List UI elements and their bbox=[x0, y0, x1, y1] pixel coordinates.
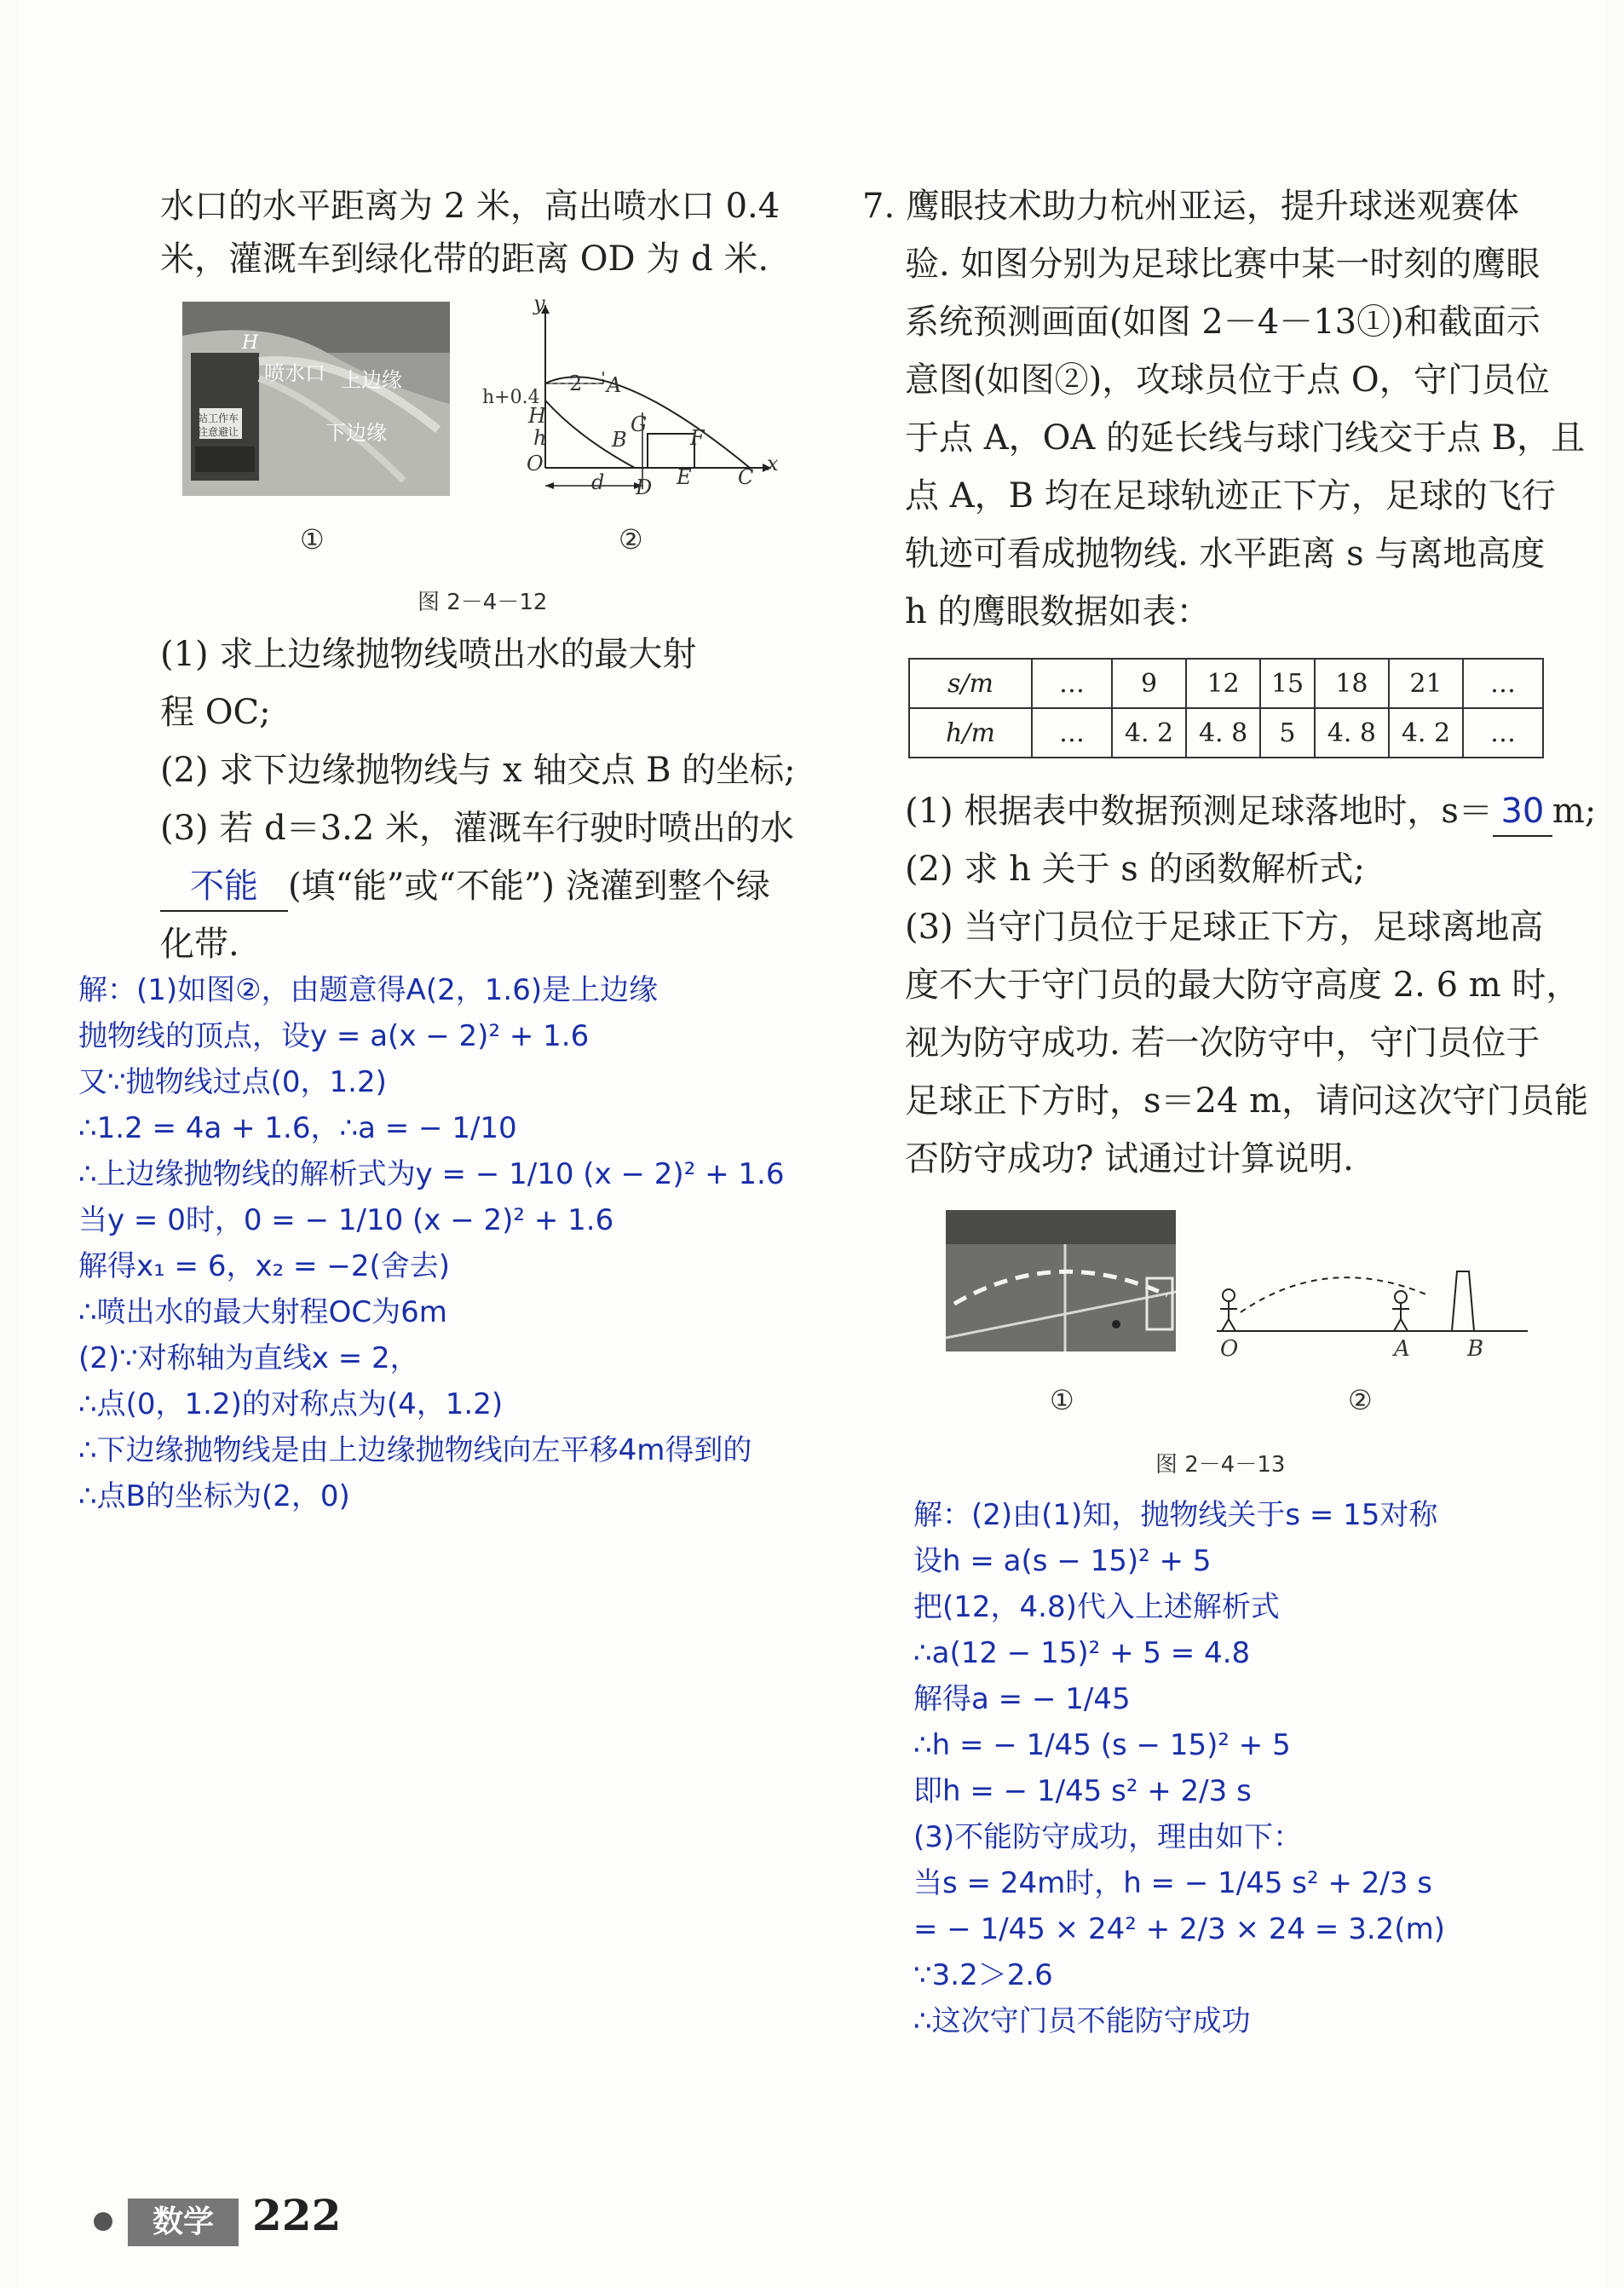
label-d: d bbox=[591, 470, 605, 494]
left-solution-11: ∴点B的坐标为(2，0) bbox=[78, 1479, 350, 1513]
table-row bbox=[909, 708, 1543, 758]
label-D: D bbox=[636, 475, 653, 499]
right-solution-0: 解：(2)由(1)知，抛物线关于s = 15对称 bbox=[913, 1498, 1438, 1532]
table-cell: … bbox=[1463, 659, 1543, 708]
table-cell: 5 bbox=[1260, 708, 1315, 758]
r-question-2: (2) 求 h 关于 s 的函数解析式; bbox=[905, 850, 1365, 889]
page-number: 222 bbox=[252, 2190, 342, 2240]
label-O: O bbox=[527, 452, 544, 475]
intro-line-1: 水口的水平距离为 2 米，高出喷水口 0.4 bbox=[160, 187, 780, 226]
question-3a: (3) 若 d＝3.2 米，灌溉车行驶时喷出的水 bbox=[160, 809, 795, 848]
question-1a: (1) 求上边缘抛物线喷出水的最大射 bbox=[160, 635, 697, 674]
problem-line-6: 轨迹可看成抛物线. 水平距离 s 与离地高度 bbox=[905, 534, 1546, 573]
problem-line-2: 系统预测画面(如图 2－4－13①)和截面示 bbox=[905, 303, 1540, 342]
left-solution-10: ∴下边缘抛物线是由上边缘抛物线向左平移4m得到的 bbox=[78, 1433, 752, 1467]
footer-bullet-icon bbox=[94, 2212, 112, 2231]
right-solution-3: ∴a(12 − 15)² + 5 = 4.8 bbox=[913, 1636, 1251, 1670]
hawkeye-photo bbox=[946, 1210, 1176, 1351]
problem-line-5: 点 A，B 均在足球轨迹正下方，足球的飞行 bbox=[905, 476, 1556, 516]
label-h: h bbox=[533, 426, 547, 450]
table-cell: 18 bbox=[1315, 659, 1389, 708]
fig1-sub-1: ① bbox=[300, 523, 325, 556]
r-question-3d: 足球正下方时，s＝24 m，请问这次守门员能 bbox=[905, 1081, 1589, 1121]
photo-sign-2: 注意避让 bbox=[198, 426, 239, 438]
photo-sign-1: 站工作车 bbox=[198, 412, 239, 424]
right-solution-2: 把(12，4.8)代入上述解析式 bbox=[913, 1590, 1280, 1624]
right-solution-8: 当s = 24m时，h = − 1/45 s² + 2/3 s bbox=[913, 1866, 1432, 1900]
right-solution-5: ∴h = − 1/45 (s − 15)² + 5 bbox=[913, 1728, 1291, 1762]
table-cell: 4. 2 bbox=[1389, 708, 1463, 758]
table-cell: 21 bbox=[1389, 659, 1463, 708]
left-solution-3: ∴1.2 = 4a + 1.6，∴a = − 1/10 bbox=[78, 1111, 517, 1145]
right-solution-4: 解得a = − 1/45 bbox=[913, 1682, 1131, 1716]
problem-line-4: 于点 A，OA 的延长线与球门线交于点 B，且 bbox=[905, 418, 1586, 458]
table-cell: … bbox=[1032, 659, 1112, 708]
right-solution-10: ∵3.2＞2.6 bbox=[913, 1958, 1053, 1992]
table-row bbox=[909, 659, 1543, 708]
left-solution-8: (2)∵对称轴为直线x = 2， bbox=[78, 1341, 419, 1375]
problem-line-7: h 的鹰眼数据如表： bbox=[905, 592, 1211, 631]
fig2-sub-1: ① bbox=[1050, 1384, 1074, 1416]
hawkeye-photo-art bbox=[946, 1210, 1176, 1351]
table-cell: 4. 8 bbox=[1186, 708, 1260, 758]
table-cell: 4. 8 bbox=[1315, 708, 1389, 758]
label-A2: A bbox=[1394, 1336, 1410, 1362]
r-question-3b: 度不大于守门员的最大防守高度 2. 6 m 时， bbox=[905, 965, 1581, 1005]
right-solution-6: 即h = − 1/45 s² + 2/3 s bbox=[913, 1774, 1252, 1808]
r-question-3c: 视为防守成功. 若一次防守中，守门员位于 bbox=[905, 1023, 1540, 1063]
left-solution-9: ∴点(0，1.2)的对称点为(4，1.2) bbox=[78, 1387, 504, 1421]
question-1b: 程 OC; bbox=[160, 693, 271, 732]
label-B: B bbox=[612, 428, 627, 452]
label-two: 2 bbox=[569, 372, 583, 395]
r-q1-pre: (1) 根据表中数据预测足球落地时，s＝ bbox=[905, 792, 1493, 831]
sprinkler-photo-art bbox=[182, 302, 450, 496]
photo-label-lower: 下边缘 bbox=[325, 421, 387, 445]
r-q1-blank bbox=[1493, 787, 1552, 837]
question-3c: 化带. bbox=[160, 925, 239, 964]
label-B2: B bbox=[1467, 1336, 1484, 1362]
table-cell: 15 bbox=[1260, 659, 1315, 708]
r-q1-post: m; bbox=[1552, 792, 1597, 831]
photo-label-upper: 上边缘 bbox=[341, 368, 402, 392]
left-solution-4: ∴上边缘抛物线的解析式为y = − 1/10 (x − 2)² + 1.6 bbox=[78, 1157, 785, 1191]
q3-tail: (填“能”或“不能”) 浇灌到整个绿 bbox=[288, 867, 770, 906]
axis-x-label: x bbox=[767, 452, 779, 475]
axis-y-label: y bbox=[533, 291, 545, 315]
label-E: E bbox=[677, 465, 692, 489]
label-C: C bbox=[738, 465, 754, 489]
hawkeye-table bbox=[908, 658, 1544, 758]
table-cell: 12 bbox=[1186, 659, 1260, 708]
right-solution-7: (3)不能防守成功，理由如下： bbox=[913, 1820, 1303, 1854]
label-H: H bbox=[528, 404, 546, 428]
fig2-sub-2: ② bbox=[1348, 1384, 1373, 1416]
problem-line-3: 意图(如图②)，攻球员位于点 O，守门员位 bbox=[905, 360, 1550, 400]
label-h04: h+0.4 bbox=[482, 387, 540, 408]
table-cell: h/m bbox=[909, 708, 1032, 758]
r-question-1 bbox=[905, 787, 1596, 837]
label-A: A bbox=[607, 373, 622, 397]
r-question-3a: (3) 当守门员位于足球正下方，足球离地高 bbox=[905, 908, 1544, 947]
left-solution-2: 又∵抛物线过点(0，1.2) bbox=[78, 1065, 387, 1099]
left-solution-5: 当y = 0时，0 = − 1/10 (x − 2)² + 1.6 bbox=[78, 1203, 614, 1237]
table-cell: … bbox=[1032, 708, 1112, 758]
right-solution-11: ∴这次守门员不能防守成功 bbox=[913, 2004, 1251, 2038]
problem-line-1: 验. 如图分别为足球比赛中某一时刻的鹰眼 bbox=[905, 245, 1540, 284]
fig1-sub-2: ② bbox=[619, 523, 643, 556]
label-G: G bbox=[631, 412, 648, 436]
right-solution-9: = − 1/45 × 24² + 2/3 × 24 = 3.2(m) bbox=[913, 1912, 1445, 1946]
fig1-caption: 图 2－4－12 bbox=[418, 590, 548, 615]
r-question-3e: 否防守成功? 试通过计算说明. bbox=[905, 1139, 1354, 1179]
label-F: F bbox=[690, 426, 705, 450]
problem-line-0: 7. 鹰眼技术助力杭州亚运，提升球迷观赛体 bbox=[862, 187, 1519, 226]
question-2: (2) 求下边缘抛物线与 x 轴交点 B 的坐标; bbox=[160, 751, 796, 790]
table-cell: s/m bbox=[909, 659, 1032, 708]
fig2-caption: 图 2－4－13 bbox=[1155, 1452, 1286, 1478]
photo-label-nozzle: 喷水口 bbox=[264, 361, 325, 385]
table-cell: … bbox=[1463, 708, 1543, 758]
q3-answer: 不能 bbox=[190, 867, 258, 906]
footer-subject: 数学 bbox=[128, 2199, 239, 2246]
left-solution-7: ∴喷出水的最大射程OC为6m bbox=[78, 1295, 447, 1329]
table-cell: 4. 2 bbox=[1112, 708, 1186, 758]
sprinkler-truck-photo bbox=[182, 302, 450, 496]
r-q1-answer: 30 bbox=[1500, 792, 1545, 831]
intro-line-2: 米，灌溉车到绿化带的距离 OD 为 d 米. bbox=[160, 239, 769, 279]
left-solution-6: 解得x₁ = 6，x₂ = −2(舍去) bbox=[78, 1249, 450, 1283]
right-solution-1: 设h = a(s − 15)² + 5 bbox=[913, 1544, 1212, 1578]
left-solution-1: 抛物线的顶点，设y = a(x − 2)² + 1.6 bbox=[78, 1019, 590, 1053]
table-cell: 9 bbox=[1112, 659, 1186, 708]
label-O2: O bbox=[1220, 1336, 1239, 1362]
left-solution-0: 解：(1)如图②，由题意得A(2，1.6)是上边缘 bbox=[78, 973, 659, 1007]
q3-answer-blank bbox=[160, 862, 288, 912]
question-3b bbox=[160, 862, 770, 912]
photo-label-H: H bbox=[242, 332, 259, 354]
